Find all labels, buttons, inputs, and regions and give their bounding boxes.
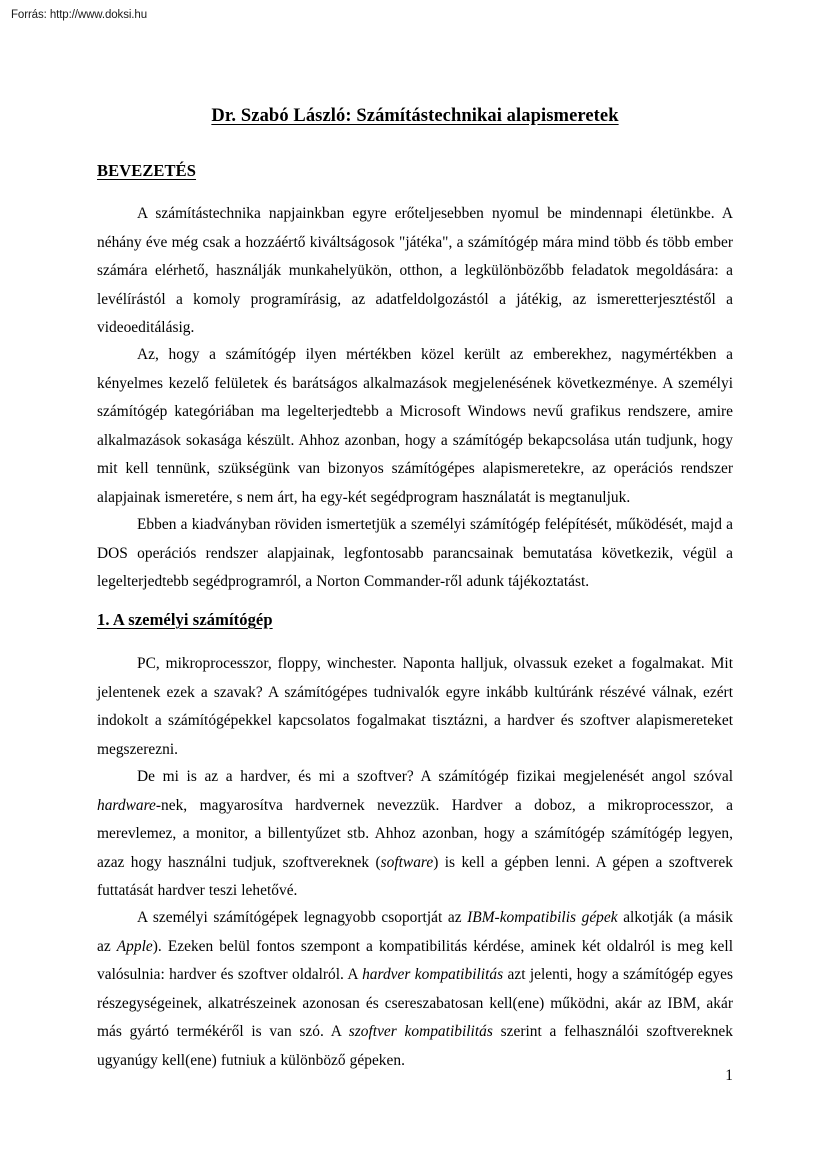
paragraph-2 [97,341,733,513]
paragraph-5 [97,763,733,906]
paragraph-1 [97,200,733,343]
document-page [97,0,733,1170]
term-ibm-kompatibilis-gepek: IBM-kompatibilis gépek [467,909,618,926]
paragraph-6-text-b: alkotják (a másik az [97,909,733,955]
paragraph-5-text-b: -nek, magyarosítva hardvernek nevezzük. Hardver a doboz, a mikroprocesszor, a merevlemez, a monitor, a billentyűzet stb. Ahhoz azonban, hogy a számítógép számítógép legyen, azaz hogy használni tudjuk, szoftvereknek ( [97,796,733,871]
paragraph-3-text: Ebben a kiadványban röviden ismertetjük a személyi számítógép felépítését, működését, majd a DOS operációs rendszer alapjainak, legfontosabb parancsainak bemutatása következik, végül a legelterjedtebb segédprogramról, a Norton Commander-ről adunk tájékoztatást. [97,516,733,591]
heading-bevezetes-text: BEVEZETÉS [97,161,197,180]
paragraph-6-text-d: azt jelenti, hogy a számítógép egyes részegységeinek, alkatrészeinek azonosan és csereszabatosan kell(ene) működni, akár az IBM, akár más gyártó termékéről is van szó. A [97,966,733,1041]
paragraph-6-text-a: A személyi számítógépek legnagyobb csoportját az [137,909,468,926]
paragraph-1-text: A számítástechnika napjainkban egyre erőteljesebben nyomul be mindennapi életünkbe. A néhány éve még csak a hozzáértő kiváltságosok "játéka", a számítógép mára mind több és több ember számára elérhető, használják munkahelyükön, otthon, a legkülönbözőbb feladatok megoldására: a levélírástól a komoly programírásig, az adatfeldolgozástól a játékig, az ismeretterjesztéstől a videoeditálásig. [97,205,733,337]
term-szoftver-kompatibilitas: szoftver kompatibilitás [348,1023,493,1041]
heading-section-1 [97,610,273,630]
paragraph-3 [97,511,733,597]
paragraph-5-text-c: ) is kell a gépben lenni. A gépen a szoftverek futtatását hardver teszi lehetővé. [97,853,733,900]
page-title-text: Dr. Szabó László: Számítástechnikai alapismeretek [211,106,619,126]
term-hardware: hardware [97,796,156,814]
paragraph-6-text-e: szerint a felhasználói szoftvereknek ugyanúgy kell(ene) futniuk a különböző gépeken. [97,1023,733,1069]
term-software: software [380,853,434,871]
paragraph-6-text-c: ). Ezeken belül fontos szempont a kompatibilitás kérdése, aminek két oldalról is meg kell valósulnia: hardver és szoftver oldalról. A [97,937,733,984]
term-hardver-kompatibilitas: hardver kompatibilitás [362,966,504,984]
source-watermark: Forrás: http://www.doksi.hu [11,9,147,21]
paragraph-5-text-a: De mi is az a hardver, és mi a szoftver? A számítógép fizikai megjelenését angol szóval [137,768,733,785]
paragraph-4 [97,650,733,764]
page-number: 1 [725,1067,733,1084]
paragraph-4-text: PC, mikroprocesszor, floppy, winchester. Naponta halljuk, olvassuk ezeket a fogalmakat. Mit jelentenek ezek a szavak? A számítógépes tudnivalók egyre inkább kultúránk részévé válnak, ezért indokolt a számítógépekkel kapcsolatos fogalmakat tisztázni, a hardver és szoftver alapismereteket megszerezni. [97,655,733,758]
term-apple: Apple [116,937,153,955]
heading-section-1-text: 1. A személyi számítógép [97,610,273,629]
paragraph-6 [97,904,733,1076]
heading-bevezetes [97,161,196,181]
page-title [97,106,733,127]
paragraph-2-text: Az, hogy a számítógép ilyen mértékben közel került az emberekhez, nagymértékben a kényelmes kezelő felületek és barátságos alkalmazások megjelenésének következménye. A személyi számítógép kategóriában ma legelterjedtebb a Microsoft Windows nevű grafikus rendszere, amire alkalmazások sokasága készült. Ahhoz azonban, hogy a számítógép bekapcsolása után tudjunk, hogy mit kell tennünk, szükségünk van bizonyos számítógépes alapismeretekre, az operációs rendszer alapjainak ismeretére, s nem árt, ha egy-két segédprogram használatát is megtanuljuk. [97,346,733,506]
